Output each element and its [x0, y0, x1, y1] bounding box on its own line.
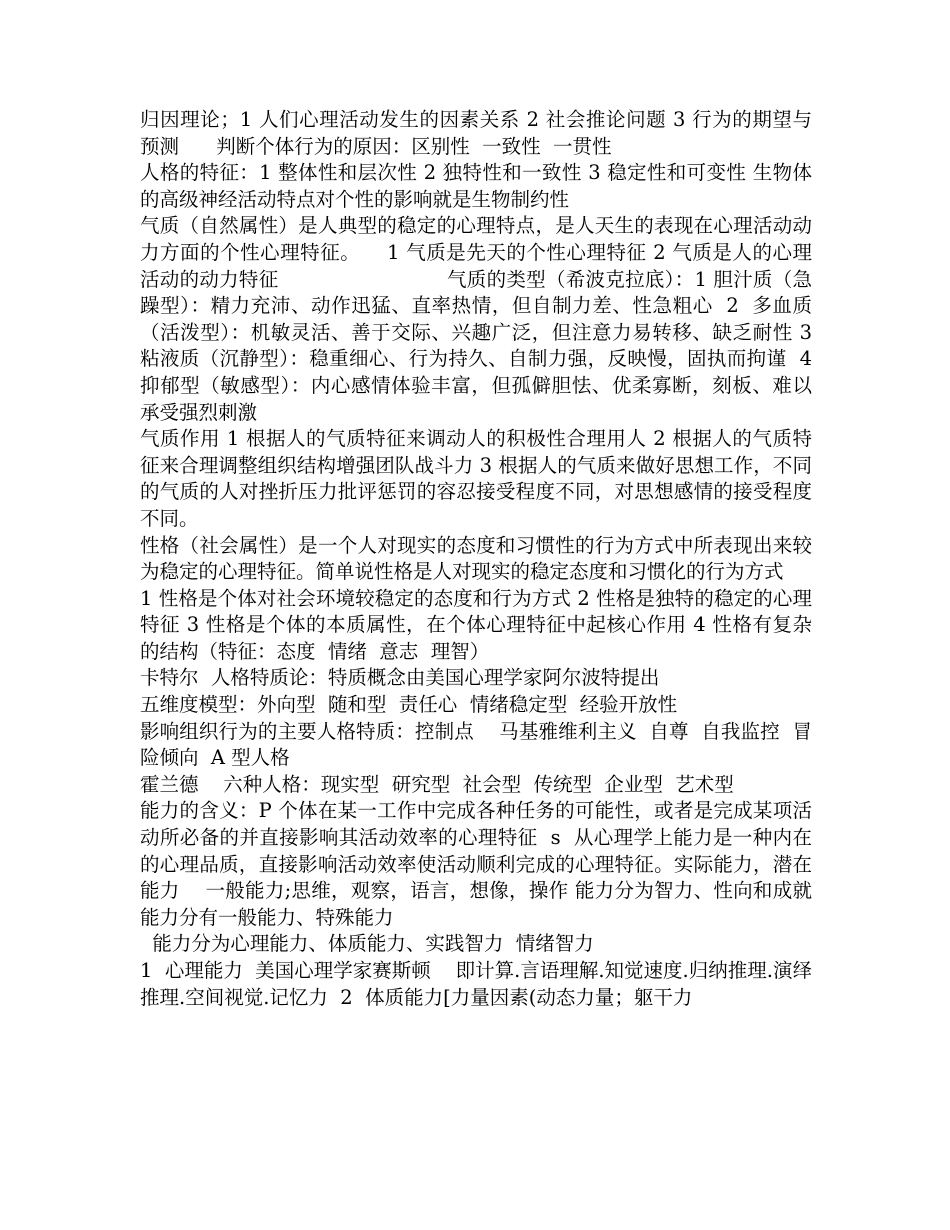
paragraph-temperament-role: 气质作用 1 根据人的气质特征来调动人的积极性合理用人 2 根据人的气质特征来合理调整组织结构增强团队战斗力 3 根据人的气质来做好思想工作，不同的气质的人对挫折压力批评惩罚的容忍接受程度不同，对思想感情的接受程度不同。: [140, 427, 812, 530]
paragraph-character-definition: 性格（社会属性）是一个人对现实的态度和习惯性的行为方式中所表现出来较为稳定的心理特征。简单说性格是人对现实的稳定态度和习惯化的行为方式: [140, 533, 812, 584]
paragraph-character-features: 1 性格是个体对社会环境较稳定的态度和行为方式 2 性格是独特的稳定的心理特征 3 性格是个体的本质属性，在个体心理特征中起核心作用 4 性格有复杂的结构（特征：态度 情绪 意志 理智）: [140, 586, 812, 663]
paragraph-holland: 霍兰德 六种人格：现实型 研究型 社会型 传统型 企业型 艺术型: [140, 772, 734, 796]
paragraph-temperament: 气质（自然属性）是人典型的稳定的心理特点，是人天生的表现在心理活动动力方面的个性心理特征。 1 气质是先天的个性心理特征 2 气质是人的心理活动的动力特征 气质的类型（希波克拉底）：1 胆汁质（急躁型）：精力充沛、动作迅猛、直率热情，但自制力差、性急粗心 2 多血质（活泼型）：机敏灵活、善于交际、兴趣广泛，但注意力易转移、缺乏耐性 3 粘液质（沉静型）：稳重细心、行为持久、自制力强，反映慢，固执而拘谨 4 抑郁型（敏感型）：内心感情体验丰富，但孤僻胆怯、优柔寡断，刻板、难以承受强烈刺激: [140, 214, 825, 424]
paragraph-personality-traits: 人格的特征：1 整体性和层次性 2 独特性和一致性 3 稳定性和可变性 生物体的高级神经活动特点对个性的影响就是生物制约性: [140, 161, 812, 211]
paragraph-org-traits: 影响组织行为的主要人格特质：控制点 马基雅维利主义 自尊 自我监控 冒险倾向 A 型人格: [140, 719, 812, 770]
document-body: [140, 107, 837, 1011]
paragraph-mental-ability: 1 心理能力 美国心理学家赛斯顿 即计算.言语理解.知觉速度.归纳推理.演绎推理.空间视觉.记忆力 2 体质能力[力量因素(动态力量；躯干力: [140, 959, 812, 1009]
paragraph-cattell: 卡特尔 人格特质论：特质概念由美国心理学家阿尔波特提出: [140, 666, 660, 690]
paragraph-ability-types: 能力分为心理能力、体质能力、实践智力 情绪智力: [140, 932, 594, 956]
paragraph-ability-meaning: 能力的含义：P 个体在某一工作中完成各种任务的可能性，或者是完成某项活动所必备的并直接影响其活动效率的心理特征 s 从心理学上能力是一种内在的心理品质，直接影响活动效率使活动顺利完成的心理特征。实际能力，潜在能力 一般能力;思维，观察，语言，想像，操作 能力分为智力、性向和成就 能力分有一般能力、特殊能力: [140, 799, 837, 929]
paragraph-five-factor: 五维度模型：外向型 随和型 责任心 情绪稳定型 经验开放性: [140, 693, 678, 717]
paragraph-attribution-theory: 归因理论；1 人们心理活动发生的因素关系 2 社会推论问题 3 行为的期望与预测 判断个体行为的原因：区别性 一致性 一贯性: [140, 108, 812, 158]
